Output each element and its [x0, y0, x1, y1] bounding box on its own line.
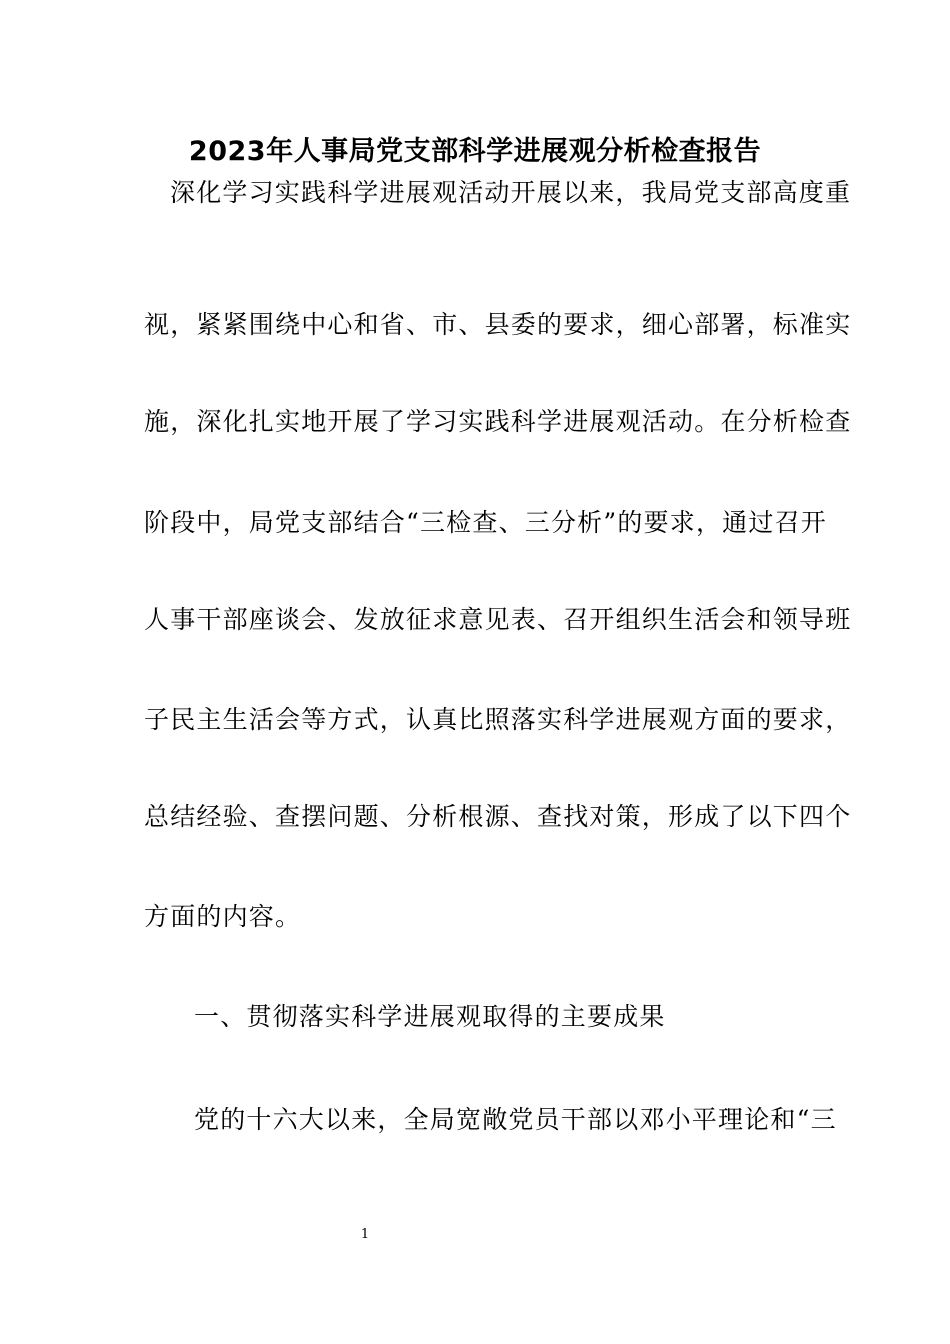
paragraph-line-7: 总结经验、查摆问题、分析根源、查找对策，形成了以下四个: [144, 802, 852, 831]
paragraph-line-4: 阶段中，局党支部结合“三检查、三分析”的要求，通过召开: [144, 508, 827, 537]
paragraph-line-2: 视，紧紧围绕中心和省、市、县委的要求，细心部署，标准实: [144, 310, 852, 339]
section-heading: 一、贯彻落实科学进展观取得的主要成果: [194, 1002, 666, 1031]
paragraph-line-5: 人事干部座谈会、发放征求意见表、召开组织生活会和领导班: [144, 605, 852, 634]
paragraph-line-3: 施，深化扎实地开展了学习实践科学进展观活动。在分析检查: [144, 407, 852, 436]
paragraph-line-6: 子民主生活会等方式，认真比照落实科学进展观方面的要求，: [144, 705, 852, 734]
section-first-line: 党的十六大以来，全局宽敞党员干部以邓小平理论和“三: [194, 1105, 837, 1134]
document-title: 2023年人事局党支部科学进展观分析检查报告: [188, 136, 762, 167]
paragraph-line-8: 方面的内容。: [144, 902, 302, 931]
page-number: 1: [360, 1227, 370, 1242]
paragraph-line-1: 深化学习实践科学进展观活动开展以来，我局党支部高度重: [170, 178, 852, 207]
